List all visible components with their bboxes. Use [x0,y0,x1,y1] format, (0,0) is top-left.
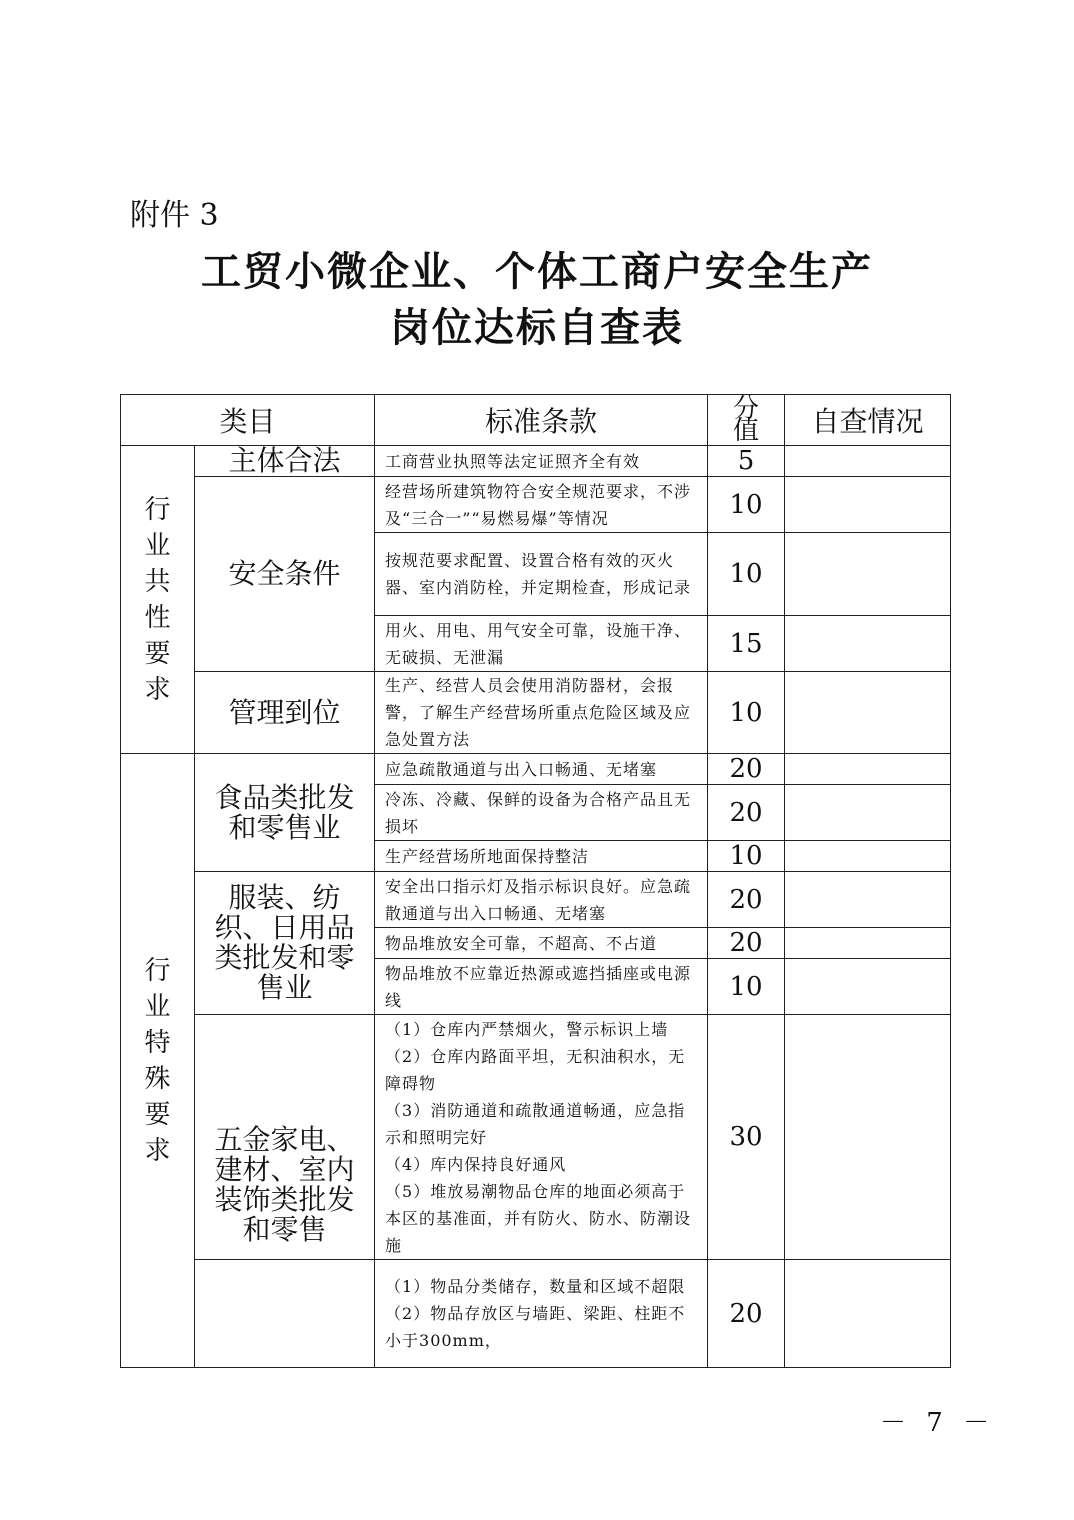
header-category: 类目 [121,395,375,446]
document-subtitle: 岗位达标自查表 [390,304,684,351]
standard-item: （4）库内保持良好通风 [385,1154,567,1174]
self-check-cell[interactable] [785,1260,951,1368]
self-check-cell[interactable] [785,533,951,616]
standard-item: （5）堆放易潮物品仓库的地面必须高于本区的基准面，并有防火、防水、防潮设施 [385,1181,692,1255]
standard-item: （2）仓库内路面平坦，无积油积水，无障碍物 [385,1046,686,1093]
table-row [121,446,951,477]
self-check-cell[interactable] [785,872,951,928]
score-value: 15 [708,616,785,672]
subcategory-label: 管理到位 [195,672,375,754]
score-value: 5 [708,446,785,477]
header-self-check: 自查情况 [785,395,951,446]
attachment-label: 附件 3 [130,198,219,233]
score-value: 20 [708,928,785,959]
self-check-cell[interactable] [785,785,951,841]
table-row [121,477,951,533]
score-value: 20 [708,1260,785,1368]
self-check-cell[interactable] [785,477,951,533]
standard-item: （1）仓库内严禁烟火，警示标识上墙 [385,1019,669,1039]
standard-text: 物品堆放安全可靠，不超高、不占道 [375,928,708,959]
standard-text: 应急疏散通道与出入口畅通、无堵塞 [375,754,708,785]
score-value: 10 [708,477,785,533]
standard-text: 经营场所建筑物符合安全规范要求，不涉及“三合一”“易燃易爆”等情况 [375,477,708,533]
score-value: 10 [708,672,785,754]
self-check-cell[interactable] [785,1015,951,1260]
standard-text: 按规范要求配置、设置合格有效的灭火器、室内消防栓，并定期检查，形成记录 [375,533,708,616]
score-value: 10 [708,841,785,872]
table-row [121,754,951,785]
score-value: 10 [708,533,785,616]
page-number: － 7 － [880,1408,996,1438]
standard-text: 安全出口指示灯及指示标识良好。应急疏散通道与出入口畅通、无堵塞 [375,872,708,928]
score-value: 10 [708,959,785,1015]
self-check-cell[interactable] [785,754,951,785]
table-row [121,1015,951,1260]
self-check-cell[interactable] [785,672,951,754]
table-row [121,872,951,928]
score-value: 20 [708,785,785,841]
score-value: 20 [708,872,785,928]
self-check-cell[interactable] [785,841,951,872]
table-header-row [121,395,951,446]
subcategory-label: 五金家电、建材、室内装饰类批发和零售 [195,1015,375,1260]
standard-text: 生产、经营人员会使用消防器材，会报警，了解生产经营场所重点危险区域及应急处置方法 [375,672,708,754]
group-label-common: 行业共性要求 [144,494,171,705]
standard-text: 冷冻、冷藏、保鲜的设备为合格产品且无损坏 [375,785,708,841]
subcategory-label: 食品类批发和零售业 [195,754,375,872]
standard-text: 用火、用电、用气安全可靠，设施干净、无破损、无泄漏 [375,616,708,672]
table-row [121,672,951,754]
self-check-cell[interactable] [785,616,951,672]
standard-item: （2）物品存放区与墙距、梁距、柱距不小于300mm， [385,1304,686,1350]
standard-text: 物品堆放不应靠近热源或遮挡插座或电源线 [375,959,708,1015]
header-score: 分值 [733,394,760,446]
table-row [121,1260,951,1368]
self-check-table [120,394,951,1368]
self-check-cell[interactable] [785,959,951,1015]
standard-item: （3）消防通道和疏散通道畅通，应急指示和照明完好 [385,1100,686,1147]
subcategory-empty [195,1260,375,1368]
document-title: 工贸小微企业、个体工商户安全生产 [201,248,873,295]
subcategory-label: 安全条件 [195,477,375,672]
standard-list [375,1260,708,1368]
header-standard: 标准条款 [375,395,708,446]
standard-text: 工商营业执照等法定证照齐全有效 [375,446,708,477]
subcategory-label: 服装、纺织、日用品类批发和零售业 [195,872,375,1015]
subcategory-label: 主体合法 [195,446,375,477]
standard-list [375,1015,708,1260]
standard-text: 生产经营场所地面保持整洁 [375,841,708,872]
score-value: 20 [708,754,785,785]
standard-item: （1）物品分类储存，数量和区域不超限 [385,1277,686,1296]
self-check-cell[interactable] [785,928,951,959]
group-label-special: 行业特殊要求 [144,955,171,1166]
score-value: 30 [708,1015,785,1260]
self-check-cell[interactable] [785,446,951,477]
